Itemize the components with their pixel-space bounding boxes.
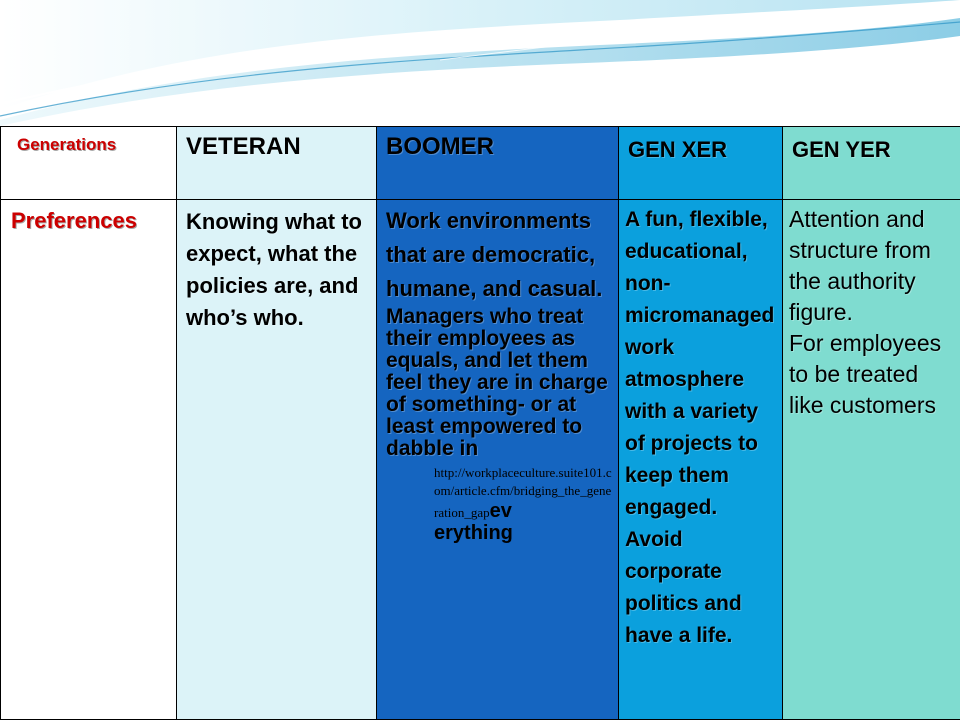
header-veteran-label: VETERAN [186,133,301,160]
header-gen-yer-label: GEN YER [792,137,891,162]
gen-xer-preferences-text: A fun, flexible, educational, non-micromanaged work atmosphere with a variety of projects to keep them engaged. Avoid corporate politics and have a life. [625,208,775,647]
boomer-tail-2: erything [434,522,513,544]
preferences-label-cell [1,200,177,720]
source-url[interactable]: http://workplaceculture.suite101.com/article.cfm/bridging_the_generation_gap [434,465,612,520]
corner-cell [1,127,177,200]
header-row [1,127,960,200]
gen-yer-preferences-text-1: Attention and structure from the authority figure. [789,206,931,325]
generations-label: Generations [17,135,117,154]
generations-table [0,126,960,720]
gen-yer-preferences-cell [783,200,960,720]
boomer-preferences-text-1: Work environments that are democratic, humane, and casual. [386,208,603,301]
header-boomer-label: BOOMER [386,133,494,160]
header-gen-xer [619,127,783,200]
header-boomer [377,127,619,200]
header-gen-xer-label: GEN XER [628,137,728,162]
boomer-preferences-text-2: Managers who treat their employees as equals, and let them feel they are in charge of something- or at least empowered to dabble in [386,305,608,460]
gen-xer-preferences-cell [619,200,783,720]
header-veteran [177,127,377,200]
veteran-preferences-cell [177,200,377,720]
veteran-preferences-text: Knowing what to expect, what the policies are, and who’s who. [186,209,362,330]
boomer-tail-1: ev [489,500,512,522]
preferences-row [1,200,960,720]
header-gen-yer [783,127,960,200]
preferences-label: Preferences [11,208,137,233]
decorative-waves [0,0,960,130]
gen-yer-preferences-text-2: For employees to be treated like customers [789,330,942,418]
boomer-source [377,460,618,544]
boomer-preferences-cell [377,200,619,720]
